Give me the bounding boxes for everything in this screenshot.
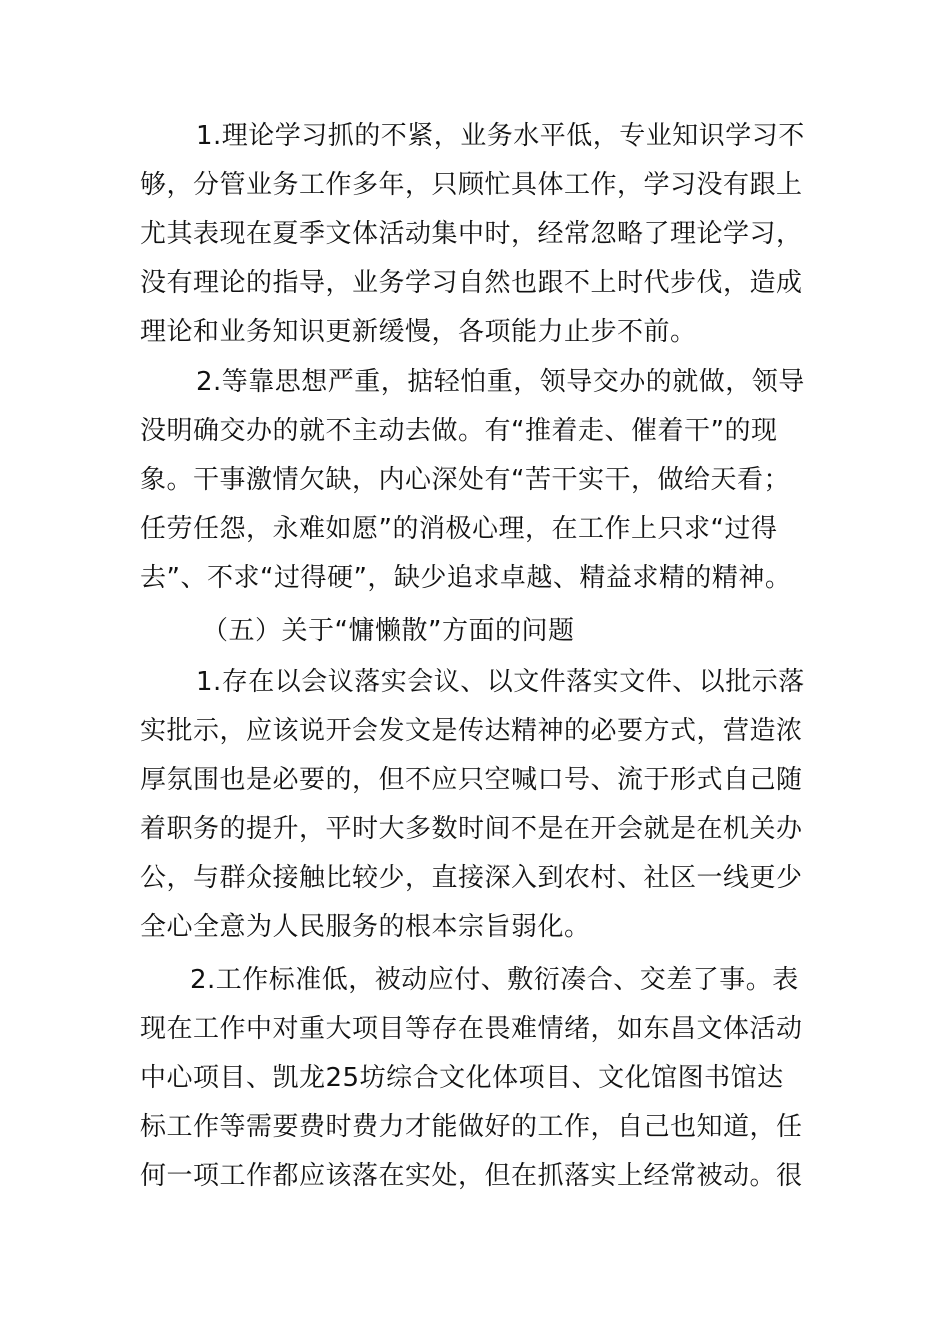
paragraph-line: 中心项目、凯龙25坊综合文化体项目、文化馆图书馆达 [140, 1063, 784, 1093]
paragraph-line: 够，分管业务工作多年，只顾忙具体工作，学习没有跟上 [140, 170, 803, 200]
paragraph-line: 1.存在以会议落实会议、以文件落实文件、以批示落 [196, 667, 805, 697]
paragraph-line: 何一项工作都应该落在实处，但在抓落实上经常被动。很 [140, 1161, 803, 1191]
paragraph-line: 全心全意为人民服务的根本宗旨弱化。 [140, 912, 591, 942]
section-heading: （五）关于“慵懒散”方面的问题 [202, 616, 575, 646]
paragraph-line: 厚氛围也是必要的，但不应只空喊口号、流于形式自己随 [140, 765, 803, 795]
paragraph-line: 公，与群众接触比较少，直接深入到农村、社区一线更少 [140, 863, 803, 893]
paragraph-line: 去”、不求“过得硬”，缺少追求卓越、精益求精的精神。 [140, 563, 792, 593]
paragraph-line: 理论和业务知识更新缓慢，各项能力止步不前。 [140, 317, 697, 347]
paragraph-line: 2.工作标准低，被动应付、敷衍凑合、交差了事。表 [190, 965, 799, 995]
paragraph-line: 2.等靠思想严重，掂轻怕重，领导交办的就做，领导 [196, 367, 805, 397]
paragraph-line: 现在工作中对重大项目等存在畏难情绪，如东昌文体活动 [140, 1014, 803, 1044]
paragraph-line: 任劳任怨，永难如愿”的消极心理，在工作上只求“过得 [140, 514, 778, 544]
paragraph-line: 标工作等需要费时费力才能做好的工作，自己也知道，任 [140, 1112, 803, 1142]
paragraph-line: 尤其表现在夏季文体活动集中时，经常忽略了理论学习， [140, 219, 803, 249]
paragraph-line: 实批示，应该说开会发文是传达精神的必要方式，营造浓 [140, 716, 803, 746]
paragraph-line: 着职务的提升，平时大多数时间不是在开会就是在机关办 [140, 814, 803, 844]
paragraph-line: 没有理论的指导，业务学习自然也跟不上时代步伐，造成 [140, 268, 803, 298]
paragraph-line: 象。干事激情欠缺，内心深处有“苦干实干，做给天看； [140, 465, 790, 495]
paragraph-line: 没明确交办的就不主动去做。有“推着走、催着干”的现 [140, 416, 778, 446]
paragraph-line: 1.理论学习抓的不紧，业务水平低，专业知识学习不 [196, 121, 805, 151]
